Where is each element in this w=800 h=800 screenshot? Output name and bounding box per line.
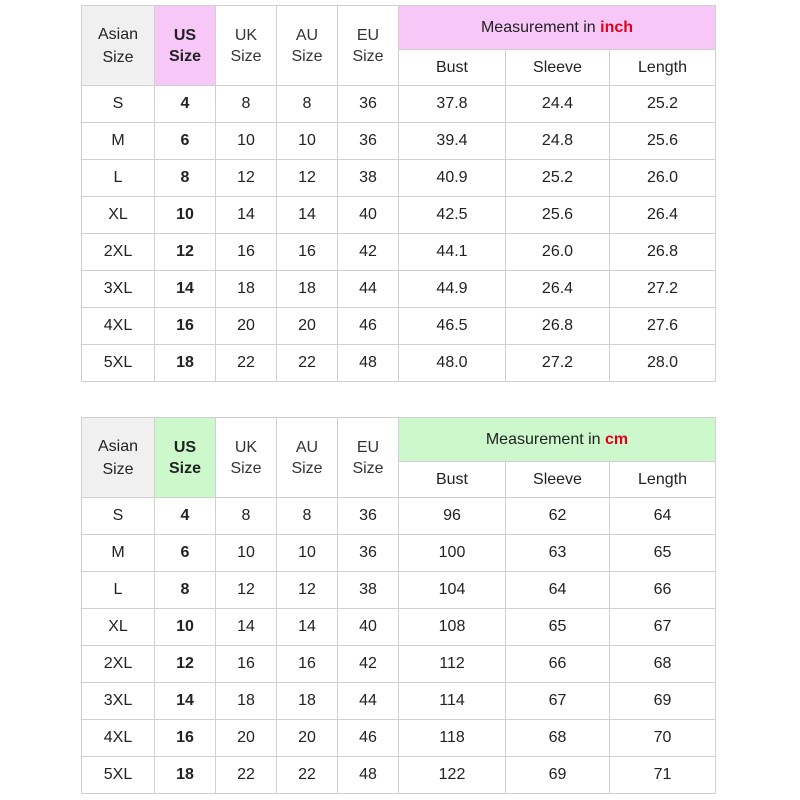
table-row <box>82 271 716 308</box>
us-size-cell: 6 <box>155 123 216 160</box>
au-size-cell: 10 <box>277 535 338 572</box>
sleeve-cell: 62 <box>506 498 610 535</box>
uk-size-cell: 22 <box>216 345 277 382</box>
eu-size-cell: 36 <box>338 123 399 160</box>
asian-size-cell: 2XL <box>82 646 155 683</box>
us-size-cell: 18 <box>155 757 216 794</box>
sleeve-cell: 26.0 <box>506 234 610 271</box>
au-size-header: AU Size <box>277 418 338 498</box>
au-size-cell: 20 <box>277 308 338 345</box>
uk-size-cell: 22 <box>216 757 277 794</box>
bust-cell: 96 <box>399 498 506 535</box>
us-size-cell: 4 <box>155 86 216 123</box>
sleeve-cell: 26.8 <box>506 308 610 345</box>
eu-size-cell: 46 <box>338 720 399 757</box>
eu-size-cell: 40 <box>338 197 399 234</box>
au-size-cell: 16 <box>277 646 338 683</box>
sleeve-header: Sleeve <box>506 50 610 86</box>
length-cell: 64 <box>610 498 716 535</box>
length-cell: 28.0 <box>610 345 716 382</box>
uk-size-cell: 16 <box>216 646 277 683</box>
au-size-cell: 8 <box>277 86 338 123</box>
table-row <box>82 572 716 609</box>
asian-size-cell: 4XL <box>82 308 155 345</box>
asian-size-cell: 5XL <box>82 757 155 794</box>
bust-cell: 44.1 <box>399 234 506 271</box>
au-size-cell: 18 <box>277 271 338 308</box>
us-size-cell: 12 <box>155 646 216 683</box>
unit-label: cm <box>605 430 629 448</box>
table-row <box>82 757 716 794</box>
table-row <box>82 345 716 382</box>
bust-cell: 100 <box>399 535 506 572</box>
asian-size-cell: 3XL <box>82 683 155 720</box>
us-size-cell: 8 <box>155 572 216 609</box>
us-size-cell: 18 <box>155 345 216 382</box>
bust-cell: 114 <box>399 683 506 720</box>
length-cell: 27.6 <box>610 308 716 345</box>
measurement-header: Measurement in cm <box>399 418 716 462</box>
length-cell: 67 <box>610 609 716 646</box>
length-cell: 71 <box>610 757 716 794</box>
length-cell: 26.8 <box>610 234 716 271</box>
sleeve-cell: 63 <box>506 535 610 572</box>
eu-size-cell: 36 <box>338 535 399 572</box>
au-size-header: AU Size <box>277 6 338 86</box>
us-size-cell: 16 <box>155 720 216 757</box>
table-row <box>82 683 716 720</box>
sleeve-cell: 64 <box>506 572 610 609</box>
uk-size-cell: 18 <box>216 271 277 308</box>
header-row <box>82 6 716 50</box>
size-chart-cm-table <box>81 417 716 794</box>
asian-size-cell: 2XL <box>82 234 155 271</box>
eu-size-cell: 42 <box>338 234 399 271</box>
us-size-cell: 4 <box>155 498 216 535</box>
eu-size-cell: 42 <box>338 646 399 683</box>
bust-cell: 104 <box>399 572 506 609</box>
asian-size-cell: L <box>82 572 155 609</box>
bust-cell: 46.5 <box>399 308 506 345</box>
us-size-cell: 16 <box>155 308 216 345</box>
length-cell: 69 <box>610 683 716 720</box>
eu-size-cell: 36 <box>338 498 399 535</box>
table-row <box>82 197 716 234</box>
table-row <box>82 86 716 123</box>
au-size-cell: 20 <box>277 720 338 757</box>
bust-cell: 39.4 <box>399 123 506 160</box>
us-size-cell: 10 <box>155 197 216 234</box>
length-cell: 25.2 <box>610 86 716 123</box>
asian-size-cell: XL <box>82 609 155 646</box>
us-size-cell: 14 <box>155 271 216 308</box>
asian-size-cell: 5XL <box>82 345 155 382</box>
eu-size-cell: 44 <box>338 683 399 720</box>
au-size-cell: 14 <box>277 197 338 234</box>
eu-size-cell: 38 <box>338 572 399 609</box>
eu-size-cell: 46 <box>338 308 399 345</box>
size-chart-inch-table <box>81 5 716 382</box>
header-row <box>82 418 716 462</box>
us-size-cell: 6 <box>155 535 216 572</box>
sleeve-header: Sleeve <box>506 462 610 498</box>
table-row <box>82 160 716 197</box>
asian-size-cell: S <box>82 86 155 123</box>
eu-size-header: EU Size <box>338 418 399 498</box>
us-size-header: US Size <box>155 418 216 498</box>
eu-size-cell: 40 <box>338 609 399 646</box>
bust-cell: 112 <box>399 646 506 683</box>
uk-size-cell: 10 <box>216 123 277 160</box>
bust-cell: 48.0 <box>399 345 506 382</box>
sleeve-cell: 67 <box>506 683 610 720</box>
us-size-cell: 8 <box>155 160 216 197</box>
au-size-cell: 22 <box>277 757 338 794</box>
uk-size-cell: 10 <box>216 535 277 572</box>
bust-cell: 37.8 <box>399 86 506 123</box>
bust-cell: 108 <box>399 609 506 646</box>
length-header: Length <box>610 50 716 86</box>
bust-cell: 44.9 <box>399 271 506 308</box>
uk-size-cell: 16 <box>216 234 277 271</box>
bust-cell: 118 <box>399 720 506 757</box>
bust-cell: 42.5 <box>399 197 506 234</box>
au-size-cell: 8 <box>277 498 338 535</box>
au-size-cell: 12 <box>277 160 338 197</box>
us-size-header: US Size <box>155 6 216 86</box>
eu-size-cell: 44 <box>338 271 399 308</box>
sleeve-cell: 25.2 <box>506 160 610 197</box>
table-row <box>82 609 716 646</box>
sleeve-cell: 26.4 <box>506 271 610 308</box>
table-row <box>82 535 716 572</box>
table-row <box>82 498 716 535</box>
length-cell: 65 <box>610 535 716 572</box>
unit-label: inch <box>600 18 634 36</box>
length-cell: 70 <box>610 720 716 757</box>
length-cell: 25.6 <box>610 123 716 160</box>
au-size-cell: 22 <box>277 345 338 382</box>
us-size-cell: 14 <box>155 683 216 720</box>
sleeve-cell: 68 <box>506 720 610 757</box>
uk-size-cell: 20 <box>216 308 277 345</box>
sleeve-cell: 69 <box>506 757 610 794</box>
us-size-cell: 12 <box>155 234 216 271</box>
uk-size-header: UK Size <box>216 418 277 498</box>
table-body <box>82 86 716 382</box>
uk-size-cell: 8 <box>216 498 277 535</box>
asian-size-cell: L <box>82 160 155 197</box>
au-size-cell: 12 <box>277 572 338 609</box>
measurement-header: Measurement in inch <box>399 6 716 50</box>
table-row <box>82 720 716 757</box>
uk-size-cell: 12 <box>216 572 277 609</box>
table-row <box>82 234 716 271</box>
eu-size-cell: 38 <box>338 160 399 197</box>
au-size-cell: 16 <box>277 234 338 271</box>
au-size-cell: 10 <box>277 123 338 160</box>
table-row <box>82 123 716 160</box>
length-cell: 27.2 <box>610 271 716 308</box>
eu-size-header: EU Size <box>338 6 399 86</box>
length-cell: 26.0 <box>610 160 716 197</box>
sleeve-cell: 65 <box>506 609 610 646</box>
uk-size-cell: 18 <box>216 683 277 720</box>
length-cell: 68 <box>610 646 716 683</box>
asian-size-header: Asian Size <box>82 6 155 86</box>
uk-size-cell: 14 <box>216 197 277 234</box>
uk-size-cell: 12 <box>216 160 277 197</box>
asian-size-cell: 3XL <box>82 271 155 308</box>
bust-cell: 122 <box>399 757 506 794</box>
asian-size-cell: M <box>82 123 155 160</box>
uk-size-header: UK Size <box>216 6 277 86</box>
sleeve-cell: 66 <box>506 646 610 683</box>
table-row <box>82 308 716 345</box>
asian-size-cell: M <box>82 535 155 572</box>
uk-size-cell: 8 <box>216 86 277 123</box>
uk-size-cell: 20 <box>216 720 277 757</box>
asian-size-header: Asian Size <box>82 418 155 498</box>
eu-size-cell: 36 <box>338 86 399 123</box>
table-row <box>82 646 716 683</box>
sleeve-cell: 25.6 <box>506 197 610 234</box>
length-header: Length <box>610 462 716 498</box>
eu-size-cell: 48 <box>338 757 399 794</box>
eu-size-cell: 48 <box>338 345 399 382</box>
bust-header: Bust <box>399 462 506 498</box>
sleeve-cell: 24.8 <box>506 123 610 160</box>
bust-header: Bust <box>399 50 506 86</box>
table-body <box>82 498 716 794</box>
asian-size-cell: 4XL <box>82 720 155 757</box>
asian-size-cell: S <box>82 498 155 535</box>
au-size-cell: 18 <box>277 683 338 720</box>
length-cell: 66 <box>610 572 716 609</box>
sleeve-cell: 24.4 <box>506 86 610 123</box>
length-cell: 26.4 <box>610 197 716 234</box>
sleeve-cell: 27.2 <box>506 345 610 382</box>
bust-cell: 40.9 <box>399 160 506 197</box>
au-size-cell: 14 <box>277 609 338 646</box>
asian-size-cell: XL <box>82 197 155 234</box>
uk-size-cell: 14 <box>216 609 277 646</box>
us-size-cell: 10 <box>155 609 216 646</box>
